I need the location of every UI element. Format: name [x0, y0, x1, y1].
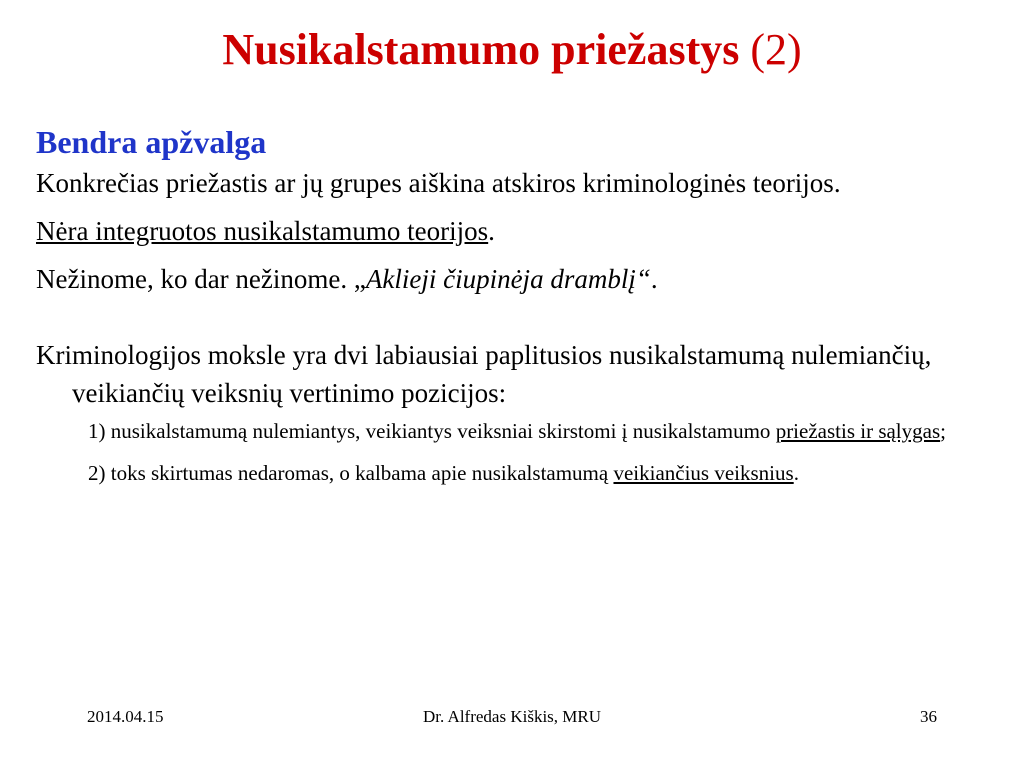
- subpoint-1-start: 1) nusikalstamumą nulemiantys, veikiantys veiksniai skirstomi į nusikalstamumo: [88, 419, 776, 443]
- subpoint-2-end: .: [793, 461, 799, 485]
- footer-date: 2014.04.15: [87, 707, 164, 726]
- paragraph-theories-text: Konkrečias priežastis ar jų grupes aiškina atskiros kriminologinės teorijos.: [36, 168, 841, 198]
- subpoint-1-underlined: priežastis ir sąlygas: [775, 419, 941, 443]
- paragraph-unknown-start: Nežinome, ko dar nežinome. „: [36, 264, 366, 294]
- paragraph-unknown-quote: Aklieji čiupinėja dramblį“: [365, 264, 651, 294]
- paragraph-no-integrated-theory-end: .: [488, 216, 495, 246]
- paragraph-unknown: [36, 260, 996, 298]
- footer-page-number: 36: [920, 707, 937, 726]
- subheading: Bendra apžvalga: [36, 124, 267, 160]
- subpoint-2-start: 2) toks skirtumas nedaromas, o kalbama apie nusikalstamumą: [88, 461, 614, 485]
- subpoint-2: [88, 458, 996, 488]
- paragraph-theories: [36, 164, 996, 202]
- paragraph-positions-text: Kriminologijos moksle yra dvi labiausiai paplitusios nusikalstamumą nulemiančių, veikiančių veiksnių vertinimo pozicijos:: [36, 340, 932, 408]
- paragraph-no-integrated-theory-underlined: Nėra integruotos nusikalstamumo teorijos: [36, 216, 489, 246]
- slide-title: [0, 22, 1024, 78]
- subpoint-2-underlined: veikiančius veiksnius: [613, 461, 794, 485]
- subpoint-1: [88, 416, 996, 446]
- subpoint-1-end: ;: [940, 419, 946, 443]
- paragraph-positions: [36, 336, 996, 412]
- slide-title-number: (2): [750, 25, 802, 74]
- slide-title-main: Nusikalstamumo priežastys: [222, 25, 740, 74]
- paragraph-unknown-end: .: [650, 264, 658, 294]
- paragraph-no-integrated-theory: [36, 212, 996, 250]
- footer-author: Dr. Alfredas Kiškis, MRU: [422, 707, 602, 726]
- slide-content: [36, 120, 996, 488]
- spacer: [36, 298, 996, 336]
